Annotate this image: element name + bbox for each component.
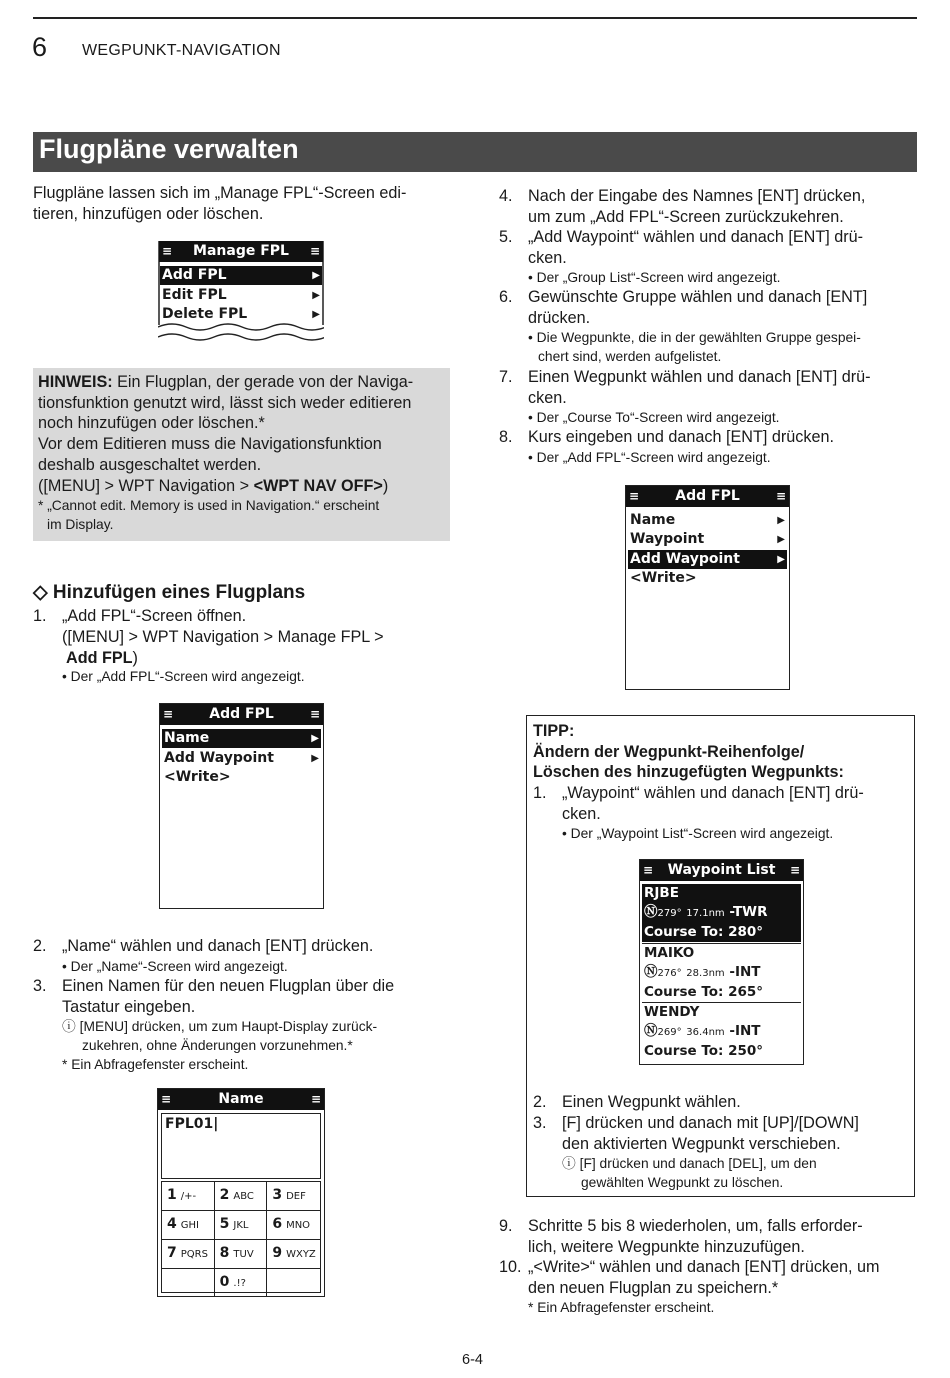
menu-bars-icon: ≡ — [789, 863, 800, 877]
menu-item-add-waypoint[interactable]: Add Waypoint ▶ — [630, 551, 785, 567]
key-7[interactable]: 7 PQRS — [162, 1240, 215, 1269]
manage-fpl-screen — [158, 241, 324, 343]
section-title: Flugpläne verwalten — [39, 134, 299, 164]
section-banner — [33, 132, 917, 172]
step-1-bullet: • Der „Add FPL“-Screen wird angezeigt. — [62, 669, 305, 684]
arrow-right-icon: ▶ — [777, 515, 785, 526]
arrow-right-icon: ▶ — [312, 309, 320, 320]
menu-bars-icon: ≡ — [162, 244, 173, 258]
menu-bars-icon: ≡ — [309, 244, 320, 258]
arrow-right-icon: ▶ — [777, 534, 785, 545]
add-fpl-screen-2 — [625, 485, 790, 690]
menu-item-add-fpl[interactable]: Add FPL ▶ — [162, 267, 320, 283]
waypoint-entry[interactable]: MAIKO Ⓝ276° 28.3nm -INT Course To: 265° — [644, 945, 764, 1000]
screen-title-bar: ≡ Name ≡ — [158, 1089, 324, 1110]
key-blank-right — [267, 1269, 320, 1297]
screen-title-bar: ≡ Add FPL ≡ — [160, 704, 323, 725]
key-blank-left — [162, 1269, 215, 1297]
menu-item-waypoint[interactable]: Waypoint ▶ — [630, 531, 785, 547]
intro-text: Flugpläne lassen sich im „Manage FPL“-Screen edi- tieren, hinzufügen oder löschen. — [33, 184, 407, 223]
keypad — [161, 1181, 321, 1293]
waypoint-entry[interactable]: WENDY Ⓝ269° 36.4nm -INT Course To: 250° — [644, 1004, 764, 1059]
key-2[interactable]: 2 ABC — [215, 1182, 268, 1211]
key-4[interactable]: 4 GHI — [162, 1211, 215, 1240]
step-8-bullet: • Der „Add FPL“-Screen wird angezeigt. — [528, 450, 771, 465]
key-6[interactable]: 6 MNO — [267, 1211, 320, 1240]
subsection-heading: ◇ Hinzufügen eines Flugplans — [33, 582, 306, 603]
step-5-bullet: • Der „Group List“-Screen wird angezeigt. — [528, 270, 781, 285]
key-1[interactable]: 1 /+- — [162, 1182, 215, 1211]
menu-bars-icon: ≡ — [629, 489, 640, 503]
menu-item-write[interactable]: <Write> — [164, 769, 231, 785]
key-3[interactable]: 3 DEF — [267, 1182, 320, 1211]
north-icon: Ⓝ — [644, 904, 658, 920]
step-7-bullet: • Der „Course To“-Screen wird angezeigt. — [528, 410, 780, 425]
menu-bars-icon: ≡ — [643, 863, 654, 877]
menu-bars-icon: ≡ — [775, 489, 786, 503]
diamond-icon: ◇ — [33, 582, 48, 603]
tip-step-1-bullet: • Der „Waypoint List“-Screen wird angezeigt. — [562, 826, 834, 841]
arrow-right-icon: ▶ — [311, 733, 319, 744]
header-rule — [33, 17, 917, 19]
menu-bars-icon: ≡ — [310, 1092, 321, 1106]
menu-item-name[interactable]: Name ▶ — [164, 730, 319, 746]
arrow-right-icon: ▶ — [312, 290, 320, 301]
waypoint-list-screen — [639, 859, 804, 1065]
menu-bars-icon: ≡ — [161, 1092, 172, 1106]
step-10-footnote: * Ein Abfragefenster erscheint. — [528, 1300, 715, 1315]
add-fpl-screen — [159, 703, 324, 909]
menu-item-edit-fpl[interactable]: Edit FPL ▶ — [162, 287, 320, 303]
note-label: HINWEIS: — [38, 373, 113, 391]
key-9[interactable]: 9 WXYZ — [267, 1240, 320, 1269]
north-icon: Ⓝ — [644, 964, 658, 980]
menu-bars-icon: ≡ — [309, 707, 320, 721]
chapter-number: 6 — [32, 32, 48, 62]
step-6-bullet: • Die Wegpunkte, die in der gewählten Gruppe gespei- chert sind, werden aufgelistet. — [528, 330, 861, 364]
screen-title-bar: ≡ Add FPL ≡ — [626, 486, 789, 507]
chapter-title: WEGPUNKT-NAVIGATION — [82, 42, 281, 59]
north-icon: Ⓝ — [644, 1023, 658, 1039]
page-number: 6-4 — [462, 1352, 483, 1368]
screen-title-bar: ≡ Waypoint List ≡ — [640, 860, 803, 881]
step-2-bullet: • Der „Name“-Screen wird angezeigt. — [62, 959, 288, 974]
menu-item-add-waypoint[interactable]: Add Waypoint ▶ — [164, 750, 319, 766]
tip-step-3-info: ⓘ [F] drücken und danach [DEL], um den gewählten Wegpunkt zu löschen. — [562, 1156, 817, 1190]
step-1-menu-path: ([MENU] > WPT Navigation > Manage FPL > Add FPL) — [62, 628, 384, 667]
waypoint-entry[interactable]: RJBE Ⓝ279° 17.1nm -TWR Course To: 280° — [642, 884, 801, 942]
menu-item-delete-fpl[interactable]: Delete FPL ▶ — [162, 306, 320, 322]
tip-label: TIPP: — [533, 722, 575, 740]
arrow-right-icon: ▶ — [311, 753, 319, 764]
name-input[interactable]: FPL01| — [161, 1113, 321, 1179]
name-screen — [157, 1088, 325, 1297]
step-3-info: ⓘ [MENU] drücken, um zum Haupt-Display zurück- zukehren, ohne Änderungen vorzunehmen.* — [62, 1019, 378, 1053]
arrow-right-icon: ▶ — [777, 554, 785, 565]
menu-item-write[interactable]: <Write> — [630, 570, 697, 586]
note-box: HINWEIS: Ein Flugplan, der gerade von der Naviga- tionsfunktion genutzt wird, lässt sich weder editieren noch hinzufügen oder löschen.* Vor dem Editieren muss die Navigationsfunktion deshalb ausgeschaltet werden. ([MENU] > WPT Navigation > <WPT NAV OFF>) * „Cannot edit. Memory is used in Navigation.“ erscheint im Display. — [33, 368, 450, 541]
screen-title-bar: ≡ Manage FPL ≡ — [159, 241, 323, 262]
tip-box: TIPP: Ändern der Wegpunkt-Reihenfolge/ Löschen des hinzugefügten Wegpunkts: 1. „Waypoint“ wählen und danach [ENT] drü- cken. • Der „Waypoint List“-Screen wird angezeigt. ≡ Waypoint List ≡ RJBE Ⓝ279° 17.1nm -TWR Course To: 280° MAIKO Ⓝ276° 28.3nm -INT Course To: 265° WENDY Ⓝ269° 36.4nm -INT Course To: 250° 2. Einen Wegpunkt wählen. 3. [F] drücken und danach mit [UP]/[DOWN] den aktivierten Wegpunkt verschieben. ⓘ [F] drücken und danach [DEL], um den gewählten Wegpunkt zu löschen. — [526, 715, 915, 1197]
key-0[interactable]: 0 .!? — [215, 1269, 268, 1297]
key-8[interactable]: 8 TUV — [215, 1240, 268, 1269]
menu-bars-icon: ≡ — [163, 707, 174, 721]
key-5[interactable]: 5 JKL — [215, 1211, 268, 1240]
step-3-footnote: * Ein Abfragefenster erscheint. — [62, 1057, 249, 1072]
arrow-right-icon: ▶ — [312, 270, 320, 281]
menu-item-name[interactable]: Name ▶ — [630, 512, 785, 528]
